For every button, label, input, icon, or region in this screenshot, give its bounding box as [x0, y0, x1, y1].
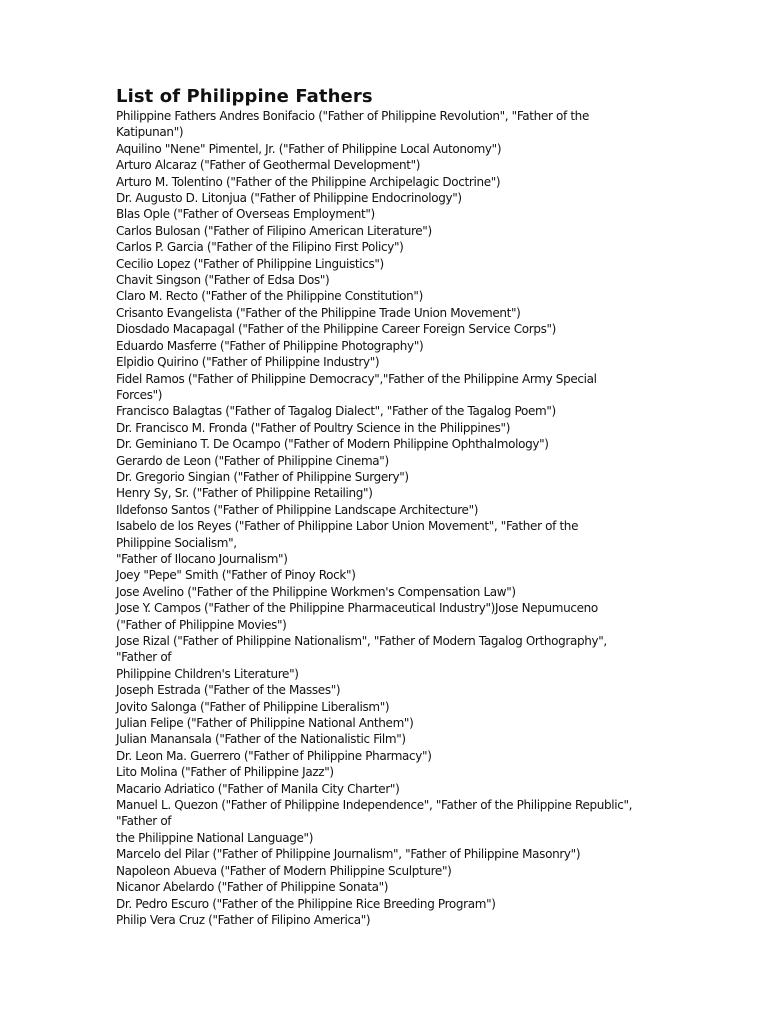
text-line: ("Father of Philippine Movies") — [116, 617, 287, 632]
text-line: Eduardo Masferre ("Father of Philippine Photography") — [116, 338, 424, 353]
document-title: List of Philippine Fathers — [116, 86, 373, 107]
text-line: Philippine Children's Literature") — [116, 666, 299, 681]
text-line: Philip Vera Cruz ("Father of Filipino America") — [116, 912, 371, 927]
text-line: Ildefonso Santos ("Father of Philippine Landscape Architecture") — [116, 502, 479, 517]
text-line: "Father of — [116, 650, 172, 665]
text-line: Julian Manansala ("Father of the Nationalistic Film") — [116, 732, 406, 747]
text-line: Carlos P. Garcia ("Father of the Filipino First Policy") — [116, 240, 404, 255]
text-line: Napoleon Abueva ("Father of Modern Philippine Sculpture") — [116, 863, 452, 878]
text-line: Joseph Estrada ("Father of the Masses") — [116, 683, 341, 698]
text-line: Cecilio Lopez ("Father of Philippine Linguistics") — [116, 256, 384, 271]
text-line: Henry Sy, Sr. ("Father of Philippine Retailing") — [116, 486, 373, 501]
text-line: Joey "Pepe" Smith ("Father of Pinoy Rock") — [116, 568, 356, 583]
text-line: Manuel L. Quezon ("Father of Philippine Independence", "Father of the Philippine Republic", — [116, 798, 633, 813]
text-line: Elpidio Quirino ("Father of Philippine Industry") — [116, 355, 380, 370]
text-line: Dr. Gregorio Singian ("Father of Philippine Surgery") — [116, 469, 409, 484]
text-line: Jovito Salonga ("Father of Philippine Liberalism") — [116, 699, 390, 714]
text-line: Dr. Leon Ma. Guerrero ("Father of Philippine Pharmacy") — [116, 748, 432, 763]
text-line: Nicanor Abelardo ("Father of Philippine Sonata") — [116, 880, 389, 895]
text-line: Fidel Ramos ("Father of Philippine Democracy","Father of the Philippine Army Special — [116, 371, 597, 386]
text-line: "Father of Ilocano Journalism") — [116, 551, 288, 566]
text-line: Arturo M. Tolentino ("Father of the Philippine Archipelagic Doctrine") — [116, 174, 501, 189]
text-line: Katipunan") — [116, 125, 184, 140]
text-line: Julian Felipe ("Father of Philippine National Anthem") — [116, 716, 414, 731]
text-line: Carlos Bulosan ("Father of Filipino American Literature") — [116, 223, 432, 238]
text-line: Jose Rizal ("Father of Philippine Nationalism", "Father of Modern Tagalog Orthography", — [116, 634, 607, 648]
text-line: Dr. Francisco M. Fronda ("Father of Poultry Science in the Philippines") — [116, 420, 511, 435]
text-line: Crisanto Evangelista ("Father of the Philippine Trade Union Movement") — [116, 305, 521, 320]
text-line: Francisco Balagtas ("Father of Tagalog Dialect", "Father of the Tagalog Poem") — [116, 404, 556, 419]
text-line: Marcelo del Pilar ("Father of Philippine Journalism", "Father of Philippine Masonry") — [116, 847, 581, 862]
text-line: Jose Y. Campos ("Father of the Philippine Pharmaceutical Industry")Jose Nepumuceno — [116, 601, 598, 616]
text-line: Chavit Singson ("Father of Edsa Dos") — [116, 273, 330, 288]
text-line: the Philippine National Language") — [116, 830, 314, 845]
text-line: Claro M. Recto ("Father of the Philippine Constitution") — [116, 289, 423, 304]
text-line: Jose Avelino ("Father of the Philippine Workmen's Compensation Law") — [116, 584, 516, 599]
text-line: Isabelo de los Reyes ("Father of Philippine Labor Union Movement", "Father of the — [116, 519, 579, 534]
text-line: Blas Ople ("Father of Overseas Employment") — [116, 207, 375, 222]
text-line: Philippine Fathers Andres Bonifacio ("Father of Philippine Revolution", "Father of the — [116, 109, 589, 123]
text-line: Philippine Socialism", — [116, 535, 237, 550]
text-line: Gerardo de Leon ("Father of Philippine Cinema") — [116, 453, 389, 468]
text-line: Dr. Augusto D. Litonjua ("Father of Philippine Endocrinology") — [116, 191, 462, 206]
text-line: "Father of — [116, 814, 172, 829]
text-line: Diosdado Macapagal ("Father of the Philippine Career Foreign Service Corps") — [116, 322, 557, 337]
text-line: Dr. Geminiano T. De Ocampo ("Father of Modern Philippine Ophthalmology") — [116, 437, 549, 452]
text-line: Forces") — [116, 387, 163, 402]
text-line: Aquilino "Nene" Pimentel, Jr. ("Father of Philippine Local Autonomy") — [116, 141, 502, 156]
text-line: Arturo Alcaraz ("Father of Geothermal Development") — [116, 158, 421, 173]
text-line: Macario Adriatico ("Father of Manila City Charter") — [116, 781, 400, 796]
text-line: Dr. Pedro Escuro ("Father of the Philippine Rice Breeding Program") — [116, 896, 496, 911]
text-line: Lito Molina ("Father of Philippine Jazz") — [116, 765, 334, 780]
document-body — [116, 108, 656, 928]
document-page — [116, 86, 656, 928]
